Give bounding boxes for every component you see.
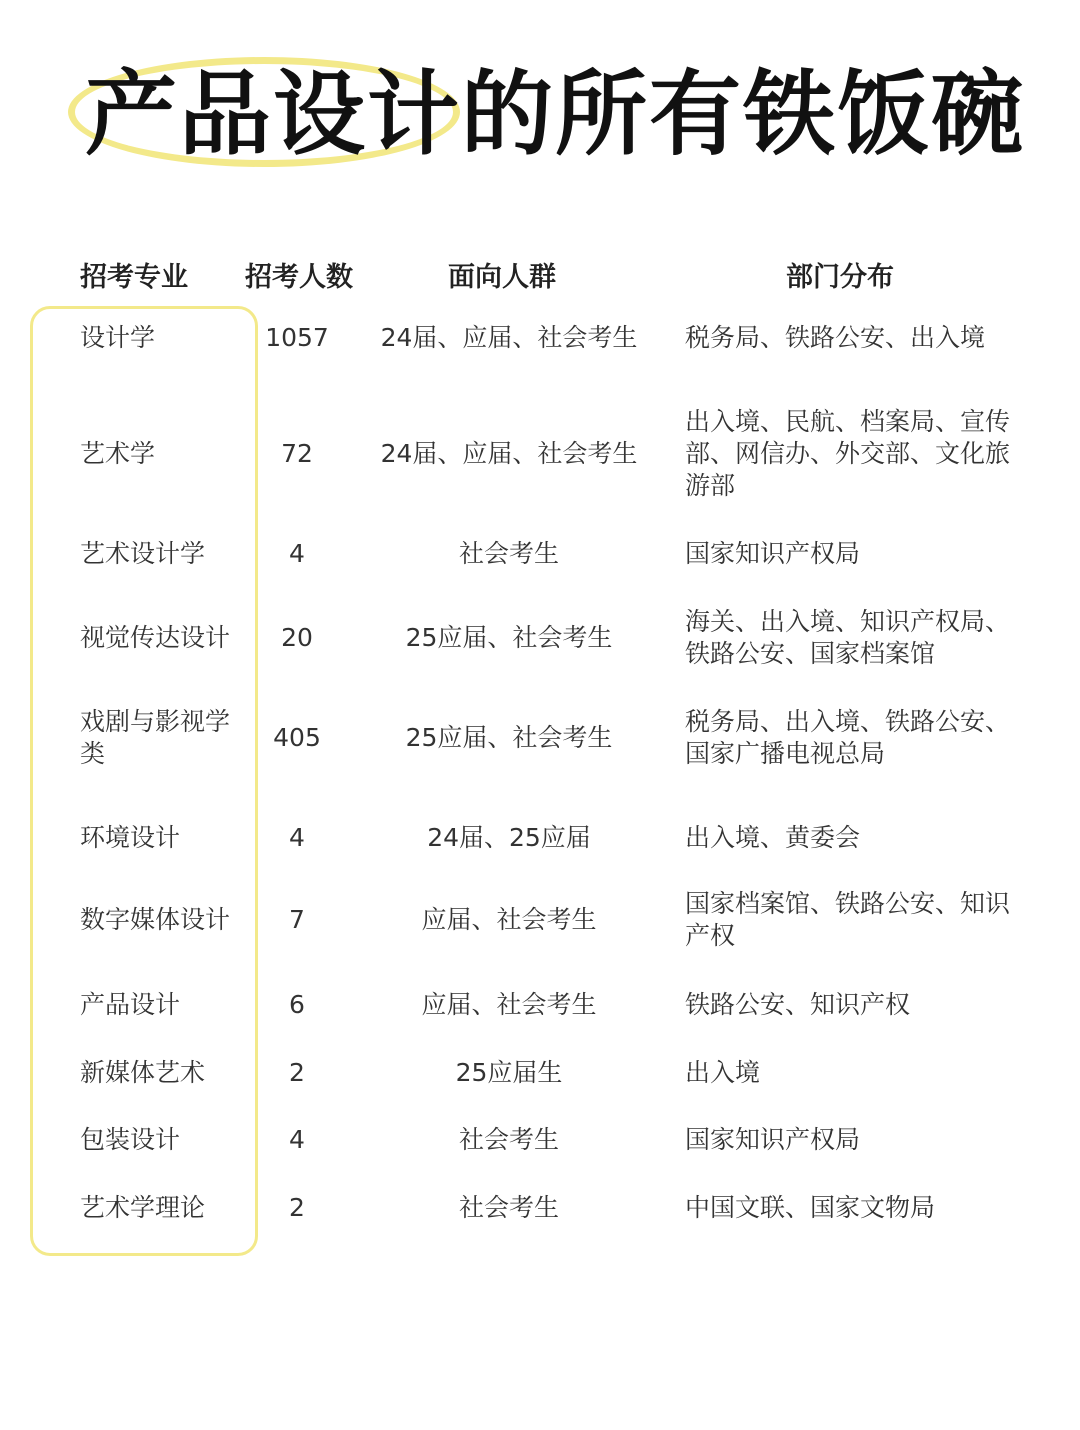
cell-count: 405	[273, 723, 321, 752]
table-row	[0, 534, 1080, 574]
cell-major: 艺术设计学	[80, 539, 206, 568]
cell-count: 4	[289, 539, 305, 568]
table-row	[0, 886, 1080, 954]
table-row	[0, 704, 1080, 772]
cell-count: 2	[289, 1058, 305, 1087]
cell-count: 7	[289, 905, 305, 934]
cell-major: 环境设计	[80, 823, 181, 852]
table-row	[0, 1120, 1080, 1160]
cell-major: 戏剧与影视学类	[80, 707, 231, 768]
title-rest: 的所有铁饭碗	[461, 61, 1026, 168]
page-title	[0, 55, 1080, 175]
cell-major: 数字媒体设计	[80, 905, 231, 934]
cell-dept: 铁路公安、知识产权	[685, 990, 911, 1019]
table-row	[0, 404, 1080, 504]
cell-target: 社会考生	[458, 1125, 559, 1154]
cell-dept: 国家知识产权局	[685, 1125, 861, 1154]
cell-target: 25应届生	[455, 1058, 563, 1087]
cell-target: 24届、应届、社会考生	[380, 323, 638, 352]
title-highlighted: 产品设计	[85, 61, 462, 168]
cell-target: 社会考生	[458, 1193, 559, 1222]
cell-dept: 出入境、黄委会	[685, 823, 861, 852]
table-row	[0, 318, 1080, 358]
table-row	[0, 985, 1080, 1025]
cell-count: 72	[281, 439, 313, 468]
cell-major: 产品设计	[80, 990, 181, 1019]
cell-target: 应届、社会考生	[421, 905, 597, 934]
cell-dept: 税务局、铁路公安、出入境	[685, 323, 986, 352]
cell-dept: 出入境	[685, 1058, 761, 1087]
cell-count: 4	[289, 1125, 305, 1154]
cell-target: 25应届、社会考生	[405, 723, 613, 752]
cell-major: 艺术学理论	[80, 1193, 206, 1222]
cell-target: 应届、社会考生	[421, 990, 597, 1019]
cell-dept: 海关、出入境、知识产权局、铁路公安、国家档案馆	[685, 607, 1011, 668]
title-text	[85, 61, 1026, 168]
cell-dept: 国家档案馆、铁路公安、知识产权	[685, 889, 1011, 950]
cell-major: 艺术学	[80, 439, 156, 468]
cell-major: 包装设计	[80, 1125, 181, 1154]
table-row	[0, 1053, 1080, 1093]
header-major: 招考专业	[80, 262, 188, 293]
cell-count: 4	[289, 823, 305, 852]
cell-dept: 中国文联、国家文物局	[685, 1193, 936, 1222]
cell-target: 25应届、社会考生	[405, 623, 613, 652]
cell-dept: 国家知识产权局	[685, 539, 861, 568]
header-dept: 部门分布	[786, 262, 894, 293]
cell-major: 设计学	[80, 323, 156, 352]
cell-count: 2	[289, 1193, 305, 1222]
header-count: 招考人数	[245, 262, 353, 293]
table-header	[0, 255, 1080, 295]
cell-target: 24届、应届、社会考生	[380, 439, 638, 468]
cell-major: 视觉传达设计	[80, 623, 231, 652]
cell-dept: 出入境、民航、档案局、宣传部、网信办、外交部、文化旅游部	[685, 407, 1011, 500]
cell-dept: 税务局、出入境、铁路公安、国家广播电视总局	[685, 707, 1011, 768]
cell-count: 20	[281, 623, 313, 652]
cell-target: 24届、25应届	[427, 823, 591, 852]
header-target: 面向人群	[448, 262, 556, 293]
cell-count: 1057	[265, 323, 329, 352]
cell-count: 6	[289, 990, 305, 1019]
table-row	[0, 818, 1080, 858]
table-row	[0, 1188, 1080, 1228]
cell-target: 社会考生	[458, 539, 559, 568]
cell-major: 新媒体艺术	[80, 1058, 206, 1087]
table-row	[0, 604, 1080, 672]
